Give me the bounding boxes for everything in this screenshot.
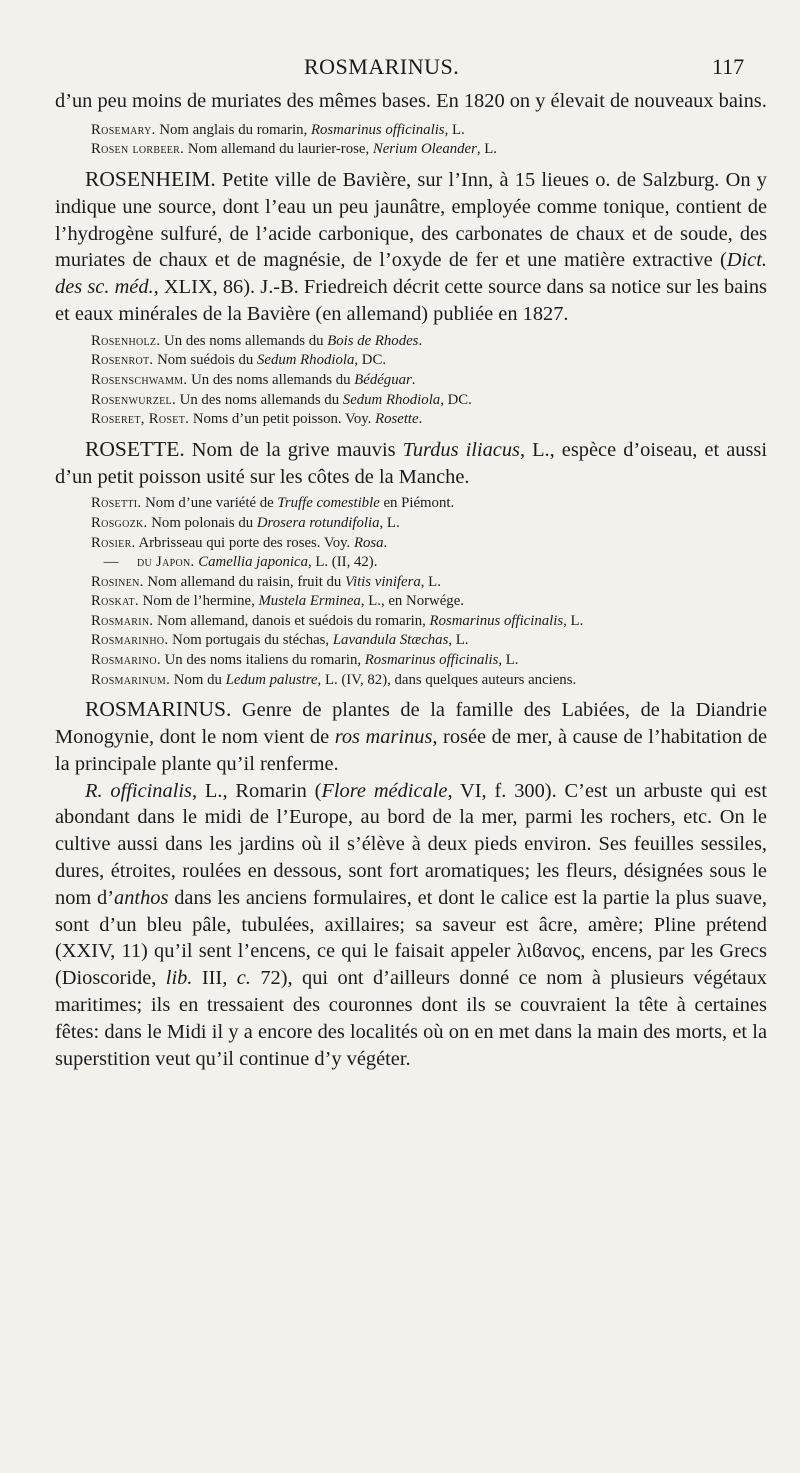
entry-term: Rosier. — [91, 534, 136, 551]
abbrev-lib: lib. — [165, 967, 193, 990]
abbrev-cap: c. — [236, 967, 251, 990]
latin-name: Nerium Oleander — [372, 141, 477, 158]
entry-term: du Japon. — [137, 554, 195, 571]
entry-headword: ROSMARINUS. — [85, 697, 232, 722]
entry-term: Rosmarinum. — [91, 671, 171, 688]
entry-rosmarinus: ROSMARINUS. Genre de plantes de la famille des Labiées, de la Diandrie Monogynie, dont le nom vient de ros marinus, rosée de mer, à cause de l’habitation de la principale plante qu’il renferme. — [55, 697, 768, 775]
entry-term: Rosen lorbeer. — [91, 141, 185, 158]
latin-name: Ledum palustre — [225, 671, 318, 688]
entry-roskat: Roskat. Nom de l’hermine, Mustela Erminea, L., en Norwége. — [91, 593, 464, 610]
latin-name: Bois de Rhodes — [327, 332, 419, 349]
latin-name: Turdus iliacus — [402, 438, 520, 461]
entry-roseret: Roseret, Roset. Noms d’un petit poisson. Voy. Rosette. — [91, 411, 423, 428]
entry-rosinen: Rosinen. Nom allemand du raisin, fruit du Vitis vinifera, L. — [91, 573, 441, 590]
latin-name: Rosa — [353, 534, 384, 551]
latin-name: Lavandula Stæchas — [332, 632, 449, 649]
entry-headword: ROSETTE. — [85, 436, 185, 461]
reference: Flore médicale — [321, 779, 448, 802]
entry-term: Roskat. — [91, 593, 139, 610]
entry-rosmarinus-officinalis: R. officinalis, L., Romarin (Flore médicale, VI, f. 300). C’est un arbuste qui est abondant dans le midi de l’Europe, au bord de la mer, parmi les rochers, etc. On le cultive aussi dans les jardins où il s’élève à deux pieds environ. Ses feuilles sessiles, dures, étroites, roulées en dessous, sont fort aromatiques; les fleurs, désignées sous le nom d’anthos dans les anciens formulaires, et dont le calice est la partie la plus suave, sont d’un bleu pâle, tubulées, axillaires; sa saveur est âcre, amère; Pline prétend (XXIV, 11) qu’il sent l’encens, ce qui le faisait appeler λιϐανος, encens, par les Grecs (Dioscoride, lib. III, c. 72), qui ont d’ailleurs donné ce nom à plusieurs végétaux maritimes; ils en tressaient des couronnes dont ils se couvraient la tête à certaines fêtes: dans le Midi il y a encore des localités où on en met dans la main des morts, et la superstition veut qu’il continue d’y végéter. — [55, 779, 767, 1070]
latin-name: Camellia japonica — [198, 554, 308, 571]
entry-rosenschwamm: Rosenschwamm. Un des noms allemands du Bédéguar. — [91, 371, 416, 388]
entry-rosgozk: Rosgozk. Nom polonais du Drosera rotundifolia, L. — [91, 514, 400, 531]
page-body — [55, 88, 767, 1072]
entry-term: Rosgozk. — [91, 514, 148, 531]
latin-name: Vitis vinifera — [345, 573, 421, 590]
latin-name: ros marinus — [334, 726, 433, 749]
latin-name: Drosera rotundifolia — [256, 514, 380, 531]
entry-rosenrot: Rosenrot. Nom suédois du Sedum Rhodiola, DC. — [91, 352, 387, 369]
entry-term: Rosetti. — [91, 495, 142, 512]
species-name: R. officinalis — [85, 779, 192, 802]
entry-rosmarin: Rosmarin. Nom allemand, danois et suédois du romarin, Rosmarinus officinalis, L. — [91, 612, 584, 629]
entry-rosier-du-japon: — du Japon. Camellia japonica, L. (II, 42). — [55, 553, 767, 573]
entry-rosen-lorbeer: Rosen lorbeer. Nom allemand du laurier-rose, Nerium Oleander, L. — [91, 141, 497, 158]
entry-term: Rosenholz. — [91, 332, 161, 349]
latin-name: Truffe comestible — [277, 495, 380, 512]
entry-term: Rosenrot. — [91, 352, 154, 369]
latin-name: Sedum Rhodiola — [256, 352, 355, 369]
entry-term: Rosenschwamm. — [91, 371, 188, 388]
running-title: ROSMARINUS. — [304, 54, 460, 79]
entry-rosemary: Rosemary. Nom anglais du romarin, Rosmarinus officinalis, L. — [91, 121, 465, 138]
latin-name: Mustela Erminea — [258, 593, 361, 610]
entry-continuation: d’un peu moins de muriates des mêmes bases. En 1820 on y élevait de nouveaux bains. — [55, 90, 767, 112]
latin-name: Rosette — [375, 411, 419, 428]
entry-term: Rosinen. — [91, 573, 144, 590]
entry-rosenholz: Rosenholz. Un des noms allemands du Bois de Rhodes. — [91, 332, 423, 349]
entry-term: Rosmarino. — [91, 652, 161, 669]
entry-rosier: Rosier. Arbrisseau qui porte des roses. Voy. Rosa. — [91, 534, 388, 551]
latin-name: Rosmarinus officinalis — [429, 612, 564, 629]
entry-term: Rosenwurzel. — [91, 391, 176, 408]
entry-rosmarinho: Rosmarinho. Nom portugais du stéchas, Lavandula Stæchas, L. — [91, 632, 469, 649]
entry-rosenwurzel: Rosenwurzel. Un des noms allemands du Sedum Rhodiola, DC. — [91, 391, 472, 408]
reference: Dict. des sc. méd. — [55, 249, 767, 299]
ditto-dash: — — [103, 554, 119, 571]
latin-name: Rosmarinus officinalis — [364, 652, 499, 669]
entry-rosetti: Rosetti. Nom d’une variété de Truffe comestible en Piémont. — [91, 495, 455, 512]
latin-name: Bédéguar — [354, 371, 412, 388]
latin-name: Sedum Rhodiola — [342, 391, 441, 408]
entry-term: Rosmarin. — [91, 612, 154, 629]
entry-term: Rosmarinho. — [91, 632, 169, 649]
page-number: 117 — [712, 54, 745, 79]
entry-rosenheim: ROSENHEIM. Petite ville de Bavière, sur l’Inn, à 15 lieues o. de Salzburg. On y indique une source, dont l’eau un peu jaunâtre, employée comme tonique, contient de l’hydrogène sulfuré, de l’acide carbonique, des carbonates de chaux et de soude, des muriates de chaux et de magnésie, de l’oxyde de fer et une matière extractive (Dict. des sc. méd., XLIX, 86). J.-B. Friedreich décrit cette source dans sa notice sur les bains et eaux minérales de la Bavière (en allemand) publiée en 1827. — [55, 166, 767, 325]
entry-rosmarinum: Rosmarinum. Nom du Ledum palustre, L. (IV, 82), dans quelques auteurs anciens. — [91, 671, 577, 688]
entry-rosmarino: Rosmarino. Un des noms italiens du romarin, Rosmarinus officinalis, L. — [91, 652, 519, 669]
page-header — [0, 48, 800, 88]
latin-name: Rosmarinus officinalis — [310, 121, 445, 138]
entry-rosette: ROSETTE. Nom de la grive mauvis Turdus iliacus, L., espèce d’oiseau, et aussi d’un petit poisson usité sur les côtes de la Manche. — [55, 436, 767, 488]
term-anthos: anthos — [114, 886, 169, 909]
entry-term: Roseret, Roset. — [91, 411, 190, 428]
entry-term: Rosemary. — [91, 121, 156, 138]
entry-headword: ROSENHEIM. — [85, 166, 216, 191]
